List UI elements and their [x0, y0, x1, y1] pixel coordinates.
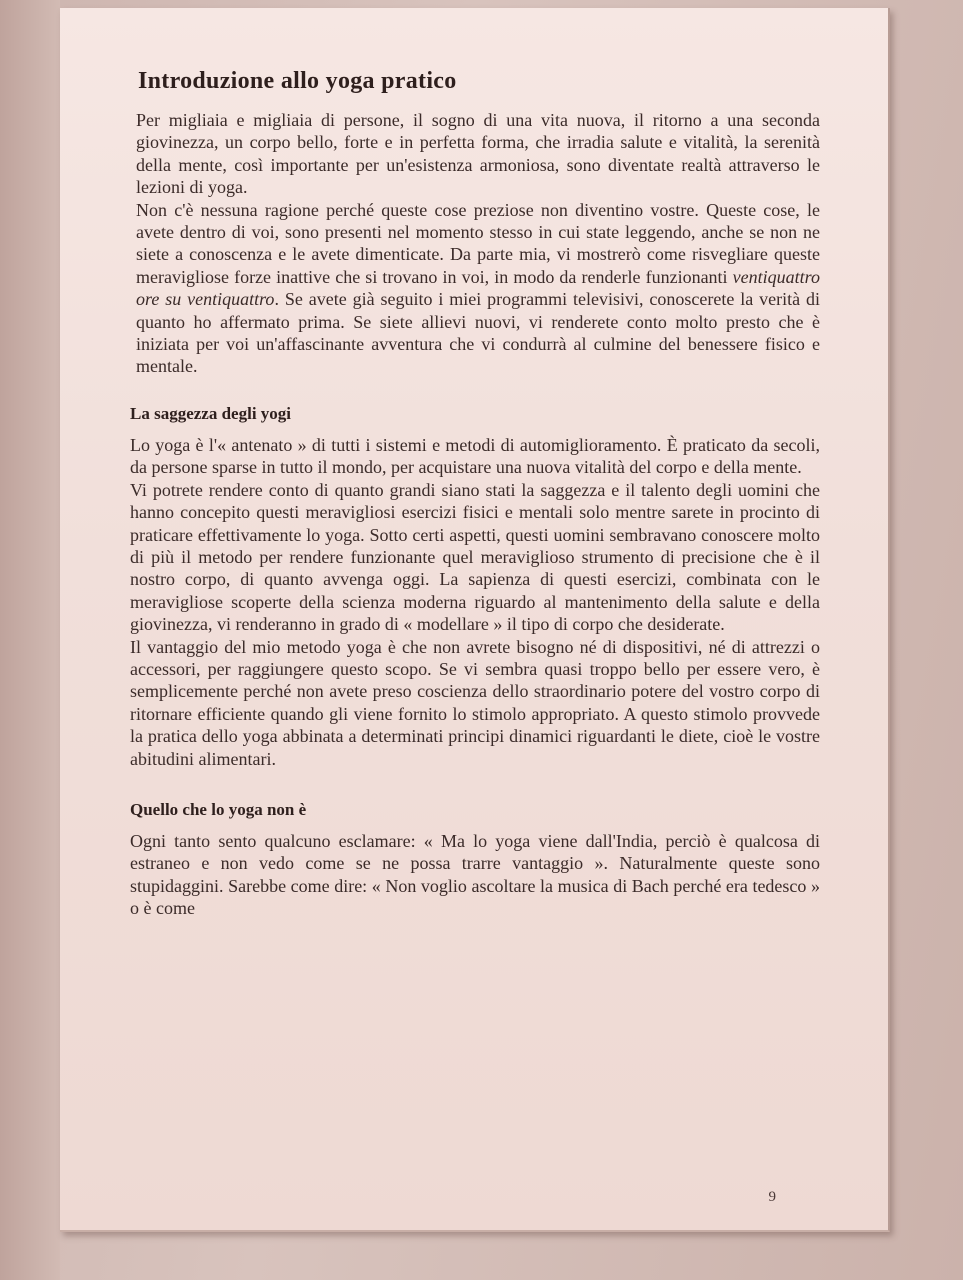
intro-paragraph-2-italic: ventiquattro ore su ventiquattro: [136, 266, 820, 310]
not-yoga-heading: Quello che lo yoga non è: [130, 799, 307, 819]
intro-paragraph-1: Per migliaia e migliaia di persone, il sogno di una vita nuova, il ritorno a una seconda giovinezza, un corpo bello, forte e in perfetta forma, che irradia salute e vitalità, la serenità della mente, così importante per un'esistenza armoniosa, sono diventate realtà attraverso le lezioni di yoga.: [136, 110, 820, 198]
book-page: [60, 8, 890, 1232]
intro-paragraph-2-end: . Se avete già seguito i miei programmi televisivi, conoscerete la verità di quanto ho affermato prima. Se siete allievi nuovi, vi renderete conto molto presto che è iniziata per voi un'affascinante avventura che vi condurrà al culmine del benessere fisico e mentale.: [136, 289, 820, 377]
intro-paragraph-2-start: Non c'è nessuna ragione perché queste cose preziose non diventino vostre. Queste cose, le avete dentro di voi, sono presenti nel momento stesso in cui state leggendo, anche se non ne siete a conoscenza e le avete dimenticate. Da parte mia, vi mostrerò come risvegliare queste meravigliose forze inattive che si trovano in voi, in modo da renderle funzionanti: [136, 199, 820, 287]
intro-paragraph-2: [136, 199, 820, 378]
wisdom-heading: La saggezza degli yogi: [130, 403, 292, 423]
wisdom-paragraph-1: Lo yoga è l'« antenato » di tutti i sistemi e metodi di automiglioramento. È praticato da secoli, da persone sparse in tutto il mondo, per acquistare una nuova vitalità del corpo e della mente.: [130, 434, 820, 478]
wisdom-paragraph-2: Vi potrete rendere conto di quanto grandi siano stati la saggezza e il talento degli uomini che hanno concepito questi meravigliosi esercizi fisici e mentali solo mentre sarete in procinto di praticare effettivamente lo yoga. Sotto certi aspetti, questi uomini sembravano conoscere molto di più il metodo per rendere funzionante quel meraviglioso strumento di precisione che è il nostro corpo, di quanto avvenga oggi. La sapienza di questi esercizi, combinata con le meravigliose scoperte della scienza moderna riguardo al mantenimento della salute e della giovinezza, vi renderanno in grado di « modellare » il tipo di corpo che desiderate.: [130, 479, 820, 635]
wisdom-section: [130, 404, 820, 770]
book-spine-shadow: [0, 0, 60, 1280]
page-title: Introduzione allo yoga pratico: [138, 68, 457, 94]
intro-section: [130, 68, 820, 378]
wisdom-paragraph-3: Il vantaggio del mio metodo yoga è che non avrete bisogno né di dispositivi, né di attrezzi o accessori, per raggiungere questo scopo. Se vi sembra quasi troppo bello per essere vero, è semplicemente perché non avete preso coscienza dello straordinario potere del vostro corpo di ritornare efficiente quando gli viene fornito lo stimolo appropriato. A questo stimolo provvede la pratica dello yoga abbinata a determinati principi dinamici riguardanti le diete, cioè le vostre abitudini alimentari.: [130, 636, 820, 769]
page-number: 9: [768, 1189, 776, 1205]
not-yoga-section: [130, 800, 820, 920]
not-yoga-paragraph-1: Ogni tanto sento qualcuno esclamare: « Ma lo yoga viene dall'India, perciò è qualcosa di estraneo e non vedo come se ne possa trarre vantaggio ». Naturalmente queste sono stupidaggini. Sarebbe come dire: « Non voglio ascoltare la musica di Bach perché era tedesco » o è come: [130, 830, 820, 919]
page-content: [130, 68, 820, 920]
